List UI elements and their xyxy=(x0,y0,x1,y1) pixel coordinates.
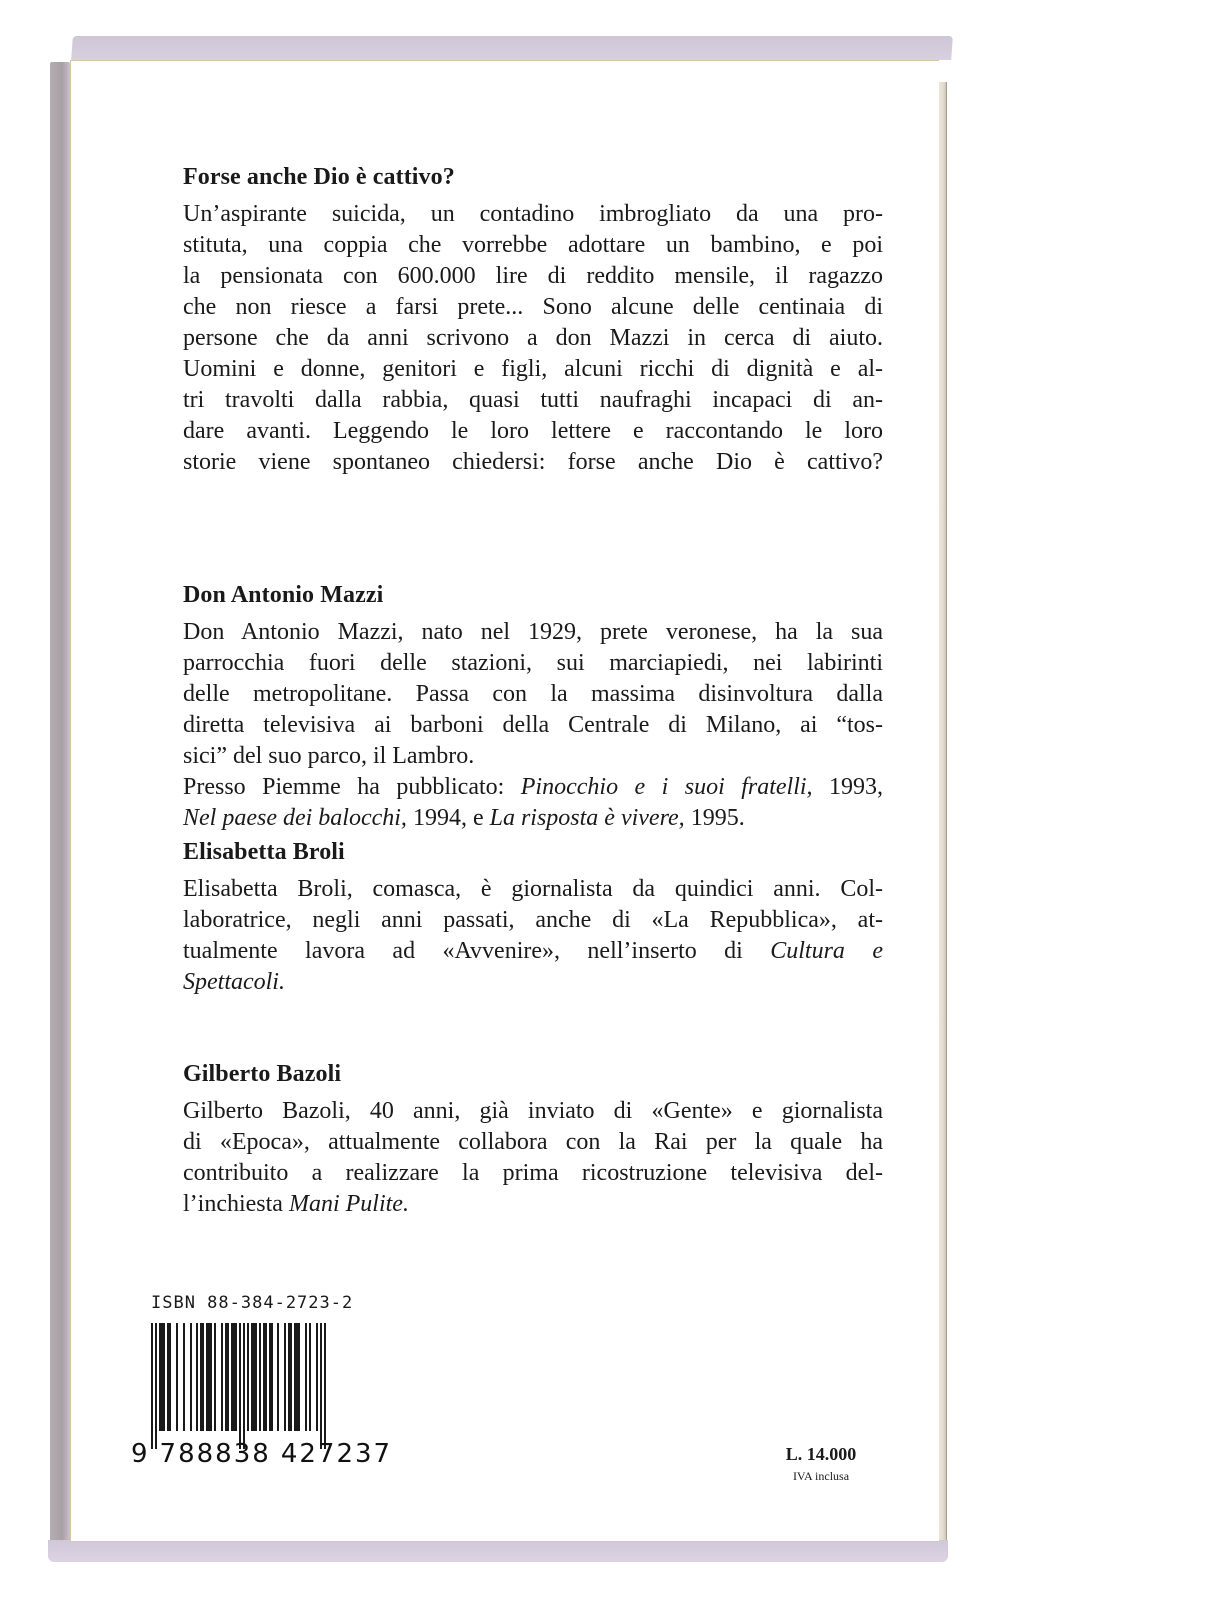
barcode-digits xyxy=(131,1439,392,1469)
text-line: contribuito a realizzare la prima ricostruzione televisiva del- xyxy=(183,1160,883,1186)
synopsis-text xyxy=(183,199,883,478)
text-line: stituta, una coppia che vorrebbe adottare un bambino, e poi xyxy=(183,232,883,258)
text-line: Un’aspirante suicida, un contadino imbrogliato da una pro- xyxy=(183,201,883,227)
barcode xyxy=(151,1323,371,1449)
text-line: Elisabetta Broli, comasca, è giornalista da quindici anni. Col- xyxy=(183,876,883,902)
publications-line-1 xyxy=(183,772,883,803)
author-bio-broli xyxy=(183,836,883,998)
text-line: diretta televisiva ai barboni della Centrale di Milano, ai “tos- xyxy=(183,712,883,738)
text-line: delle metropolitane. Passa con la massima disinvoltura dalla xyxy=(183,681,883,707)
book-title: Pinocchio e i suoi fratelli, xyxy=(520,774,813,800)
author-bio-text xyxy=(183,1096,883,1220)
isbn-label: ISBN 88-384-2723-2 xyxy=(151,1293,354,1313)
text-line: Don Antonio Mazzi, nato nel 1929, prete veronese, ha la sua xyxy=(183,619,883,645)
book-year: 1995. xyxy=(684,805,745,831)
text-line: tri travolti dalla rabbia, quasi tutti naufraghi incapaci di an- xyxy=(183,387,883,413)
barcode-group-1: 788838 xyxy=(159,1439,271,1469)
author-name: Don Antonio Mazzi xyxy=(183,582,384,608)
author-bio-text xyxy=(183,874,883,998)
text-fragment: tualmente lavora ad «Avvenire», nell’inserto di xyxy=(183,938,771,964)
section-title: Spettacoli. xyxy=(183,969,285,995)
book-title: La risposta è vivere, xyxy=(489,805,685,831)
section-title: Cultura e xyxy=(770,938,884,964)
book-shadow-bottom xyxy=(48,1540,948,1562)
text-line: parrocchia fuori delle stazioni, sui marciapiedi, nei labirinti xyxy=(183,650,883,676)
book-shadow-top xyxy=(71,36,953,60)
synopsis-section xyxy=(183,161,883,478)
synopsis-title: Forse anche Dio è cattivo? xyxy=(183,164,455,190)
text-fragment: l’inchiesta xyxy=(183,1191,289,1217)
book-year: 1993, xyxy=(812,774,883,800)
text-line: Uomini e donne, genitori e figli, alcuni ricchi di dignità e al- xyxy=(183,356,883,382)
price: L. 14.000 xyxy=(785,1444,857,1464)
author-bio-bazoli xyxy=(183,1058,883,1220)
author-name: Gilberto Bazoli xyxy=(183,1061,342,1087)
book-year: 1994, e xyxy=(406,805,490,831)
vat-note: IVA inclusa xyxy=(792,1469,850,1483)
author-bio-mazzi xyxy=(183,579,883,834)
text-line: persone che da anni scrivono a don Mazzi in cerca di aiuto. xyxy=(183,325,883,351)
text-line: di «Epoca», attualmente collabora con la Rai per la quale ha xyxy=(183,1129,883,1155)
barcode-lead-digit: 9 xyxy=(131,1439,150,1469)
barcode-group-2: 427237 xyxy=(280,1439,393,1469)
text-line: sici” del suo parco, il Lambro. xyxy=(183,743,475,769)
inquiry-title: Mani Pulite. xyxy=(288,1191,409,1217)
text-line: Gilberto Bazoli, 40 anni, già inviato di «Gente» e giornalista xyxy=(183,1098,883,1124)
book-spine-edge xyxy=(50,62,70,1542)
text-line: la pensionata con 600.000 lire di reddito mensile, il ragazzo xyxy=(183,263,883,289)
publications-intro: Presso Piemme ha pubblicato: xyxy=(183,774,521,800)
back-cover xyxy=(70,60,939,1542)
publications-line-2 xyxy=(183,803,883,834)
author-name: Elisabetta Broli xyxy=(183,839,345,865)
text-line: dare avanti. Leggendo le loro lettere e raccontando le loro xyxy=(183,418,883,444)
author-bio-text xyxy=(183,617,883,834)
book-title: Nel paese dei balocchi, xyxy=(183,805,407,831)
text-line xyxy=(183,936,883,967)
text-line: che non riesce a farsi prete... Sono alcune delle centinaia di xyxy=(183,294,883,320)
text-line: laboratrice, negli anni passati, anche di «La Repubblica», at- xyxy=(183,907,883,933)
text-line xyxy=(183,1189,883,1220)
text-line: storie viene spontaneo chiedersi: forse anche Dio è cattivo? xyxy=(183,449,883,475)
